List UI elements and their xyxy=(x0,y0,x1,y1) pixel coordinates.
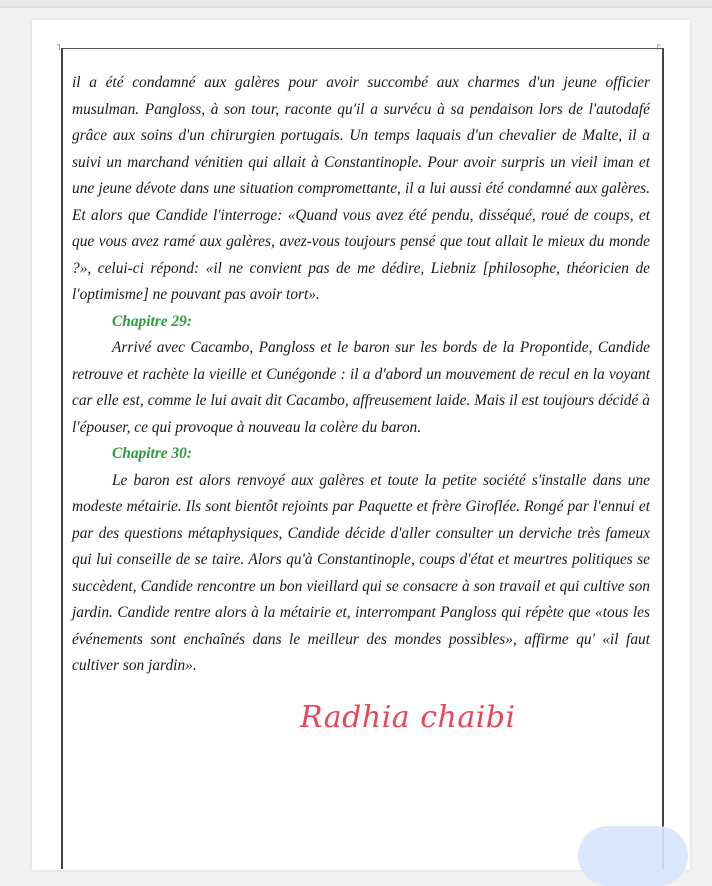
chapter-30-heading: Chapitre 30: xyxy=(112,445,192,462)
corner-mark-top-left: ┐ xyxy=(57,41,63,51)
chapter-30-paragraph: Le baron est alors renvoyé aux galères et toute la petite société s'installe dans une modeste métairie. Ils sont bientôt rejoints par Paquette et frère Giroflée. Rongé par l'ennui et par des questions métaphysiques, Candide décide d'aller consulter un derviche très fameux qui lui conseille de se taire. Alors qu'à Constantinople, coups d'état et meurtres politiques se succèdent, Candide rencontre un bon vieillard qui se consacre à son travail et qui cultive son jardin. Candide rentre alors à la métairie et, interrompant Pangloss qui répète que «tous les événements sont enchaînés dans le meilleur des mondes possibles», affirme qu' «il faut cultiver son jardin». xyxy=(72,471,650,674)
chapter-29-paragraph: Arrivé avec Cacambo, Pangloss et le baron sur les bords de la Propontide, Candide retrouve et rachète la vieille et Cunégonde : il a d'abord un mouvement de recul en la voyant car elle est, comme le lui avait dit Cacambo, affreusement laide. Mais il est toujours décidé à l'épouser, ce qui provoque à nouveau la colère du baron. xyxy=(72,339,650,436)
top-divider xyxy=(0,6,712,8)
corner-mark-top-right: ┌ xyxy=(655,41,661,51)
chapter-29-heading: Chapitre 29: xyxy=(112,312,192,330)
author-signature: Radhia chaibi xyxy=(300,700,516,735)
floating-action-button[interactable] xyxy=(578,826,688,886)
paragraph-intro: il a été condamné aux galères pour avoir succombé aux charmes d'un jeune officier musulman. Pangloss, à son tour, raconte qu'il a survécu à sa pendaison lors de l'autodafé grâce aux soins d'un chirurgien portugais. Un temps laquais d'un chevalier de Malte, il a suivi un marchand vénitien qui allait à Constantinople. Pour avoir surpris un vieil iman et une jeune dévote dans une situation compromettante, il a lui aussi été condamné aux galères. Et alors que Candide l'interroge: «Quand vous avez été pendu, disséqué, roué de coups, et que vous avez ramé aux galères, avez-vous toujours pensé que tout allait le mieux du monde ?», celui-ci répond: «il ne convient pas de me dédire, Liebniz [philosophe, théoricien de l'optimisme] ne pouvant pas avoir tort». xyxy=(72,74,650,303)
document-body xyxy=(72,70,650,680)
